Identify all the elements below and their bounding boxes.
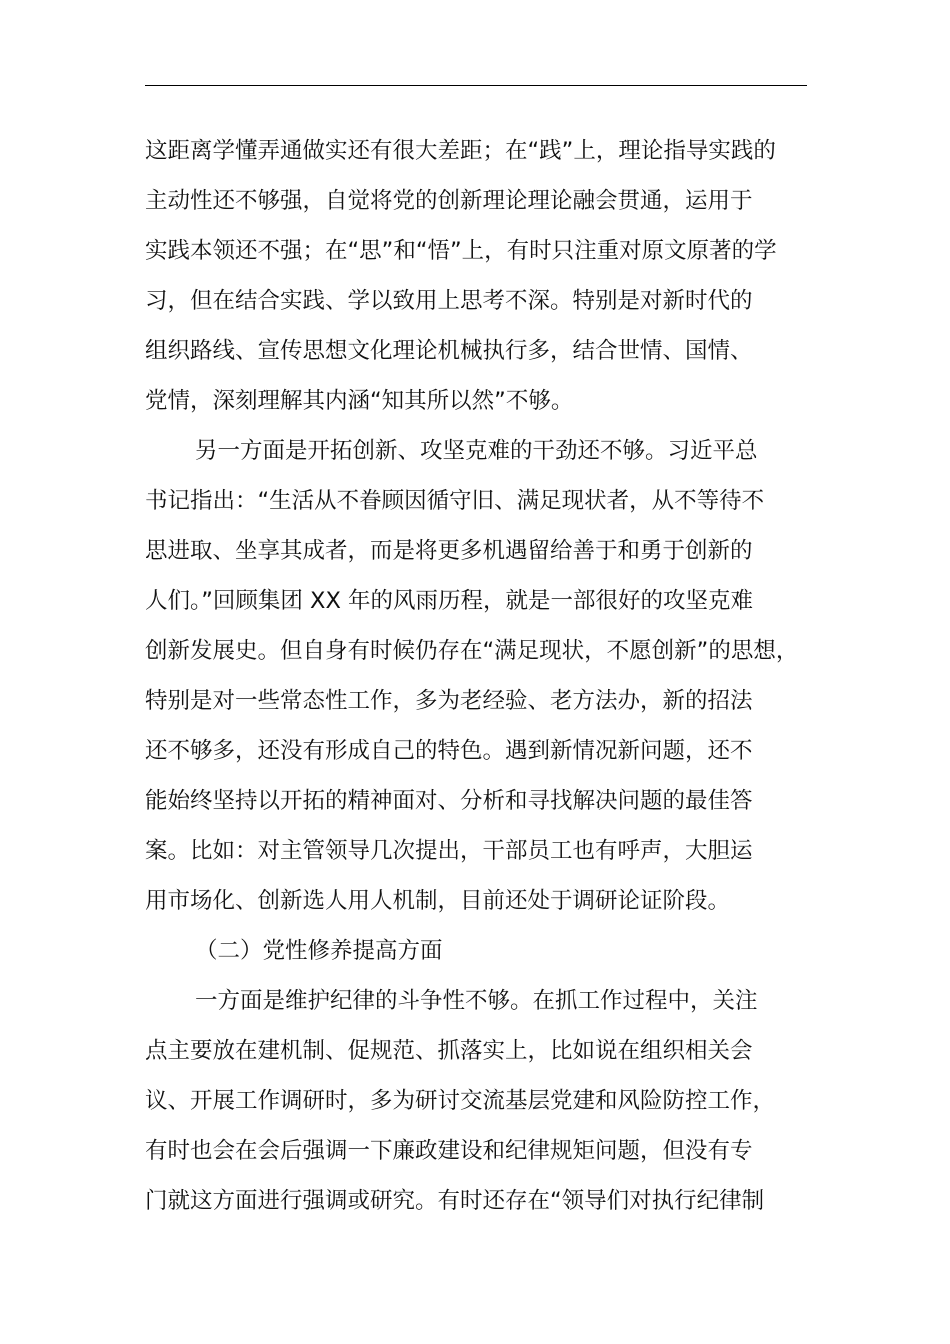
paragraph-line: 门就这方面进行强调或研究。有时还存在“领导们对执行纪律制 [145,1188,765,1214]
paragraph-line: 一方面是维护纪律的斗争性不够。在抓工作过程中，关注 [195,988,758,1014]
section-heading: （二）党性修养提高方面 [195,938,443,964]
paragraph-line: 书记指出：“生活从不眷顾因循守旧、满足现状者，从不等待不 [145,488,765,514]
paragraph-line: 还不够多，还没有形成自己的特色。遇到新情况新问题，还不 [145,738,753,764]
paragraph-line: 这距离学懂弄通做实还有很大差距；在“践”上，理论指导实践的 [145,138,776,164]
paragraph-line: 议、开展工作调研时，多为研讨交流基层党建和风险防控工作， [145,1088,776,1114]
paragraph-line: 创新发展史。但自身有时候仍存在“满足现状，不愿创新”的思想， [145,638,799,664]
paragraph-line: 用市场化、创新选人用人机制，目前还处于调研论证阶段。 [145,888,731,914]
paragraph-line: 习，但在结合实践、学以致用上思考不深。特别是对新时代的 [145,288,753,314]
paragraph-line: 能始终坚持以开拓的精神面对、分析和寻找解决问题的最佳答 [145,788,753,814]
paragraph-line: 特别是对一些常态性工作，多为老经验、老方法办，新的招法 [145,688,753,714]
paragraph-line: 思进取、坐享其成者，而是将更多机遇留给善于和勇于创新的 [145,538,753,564]
paragraph-line: 组织路线、宣传思想文化理论机械执行多，结合世情、国情、 [145,338,753,364]
paragraph-line: 案。比如：对主管领导几次提出，干部员工也有呼声，大胆运 [145,838,753,864]
paragraph-line: 主动性还不够强，自觉将党的创新理论理论融会贯通，运用于 [145,188,753,214]
paragraph-line: 有时也会在会后强调一下廉政建设和纪律规矩问题，但没有专 [145,1138,753,1164]
header-rule [145,85,807,86]
paragraph-line: 党情，深刻理解其内涵“知其所以然”不够。 [145,388,574,414]
paragraph-line: 人们。”回顾集团 XX 年的风雨历程，就是一部很好的攻坚克难 [145,588,754,614]
paragraph-line: 实践本领还不强；在“思”和“悟”上，有时只注重对原文原著的学 [145,238,777,264]
paragraph-line: 另一方面是开拓创新、攻坚克难的干劲还不够。习近平总 [195,438,758,464]
paragraph-line: 点主要放在建机制、促规范、抓落实上，比如说在组织相关会 [145,1038,753,1064]
